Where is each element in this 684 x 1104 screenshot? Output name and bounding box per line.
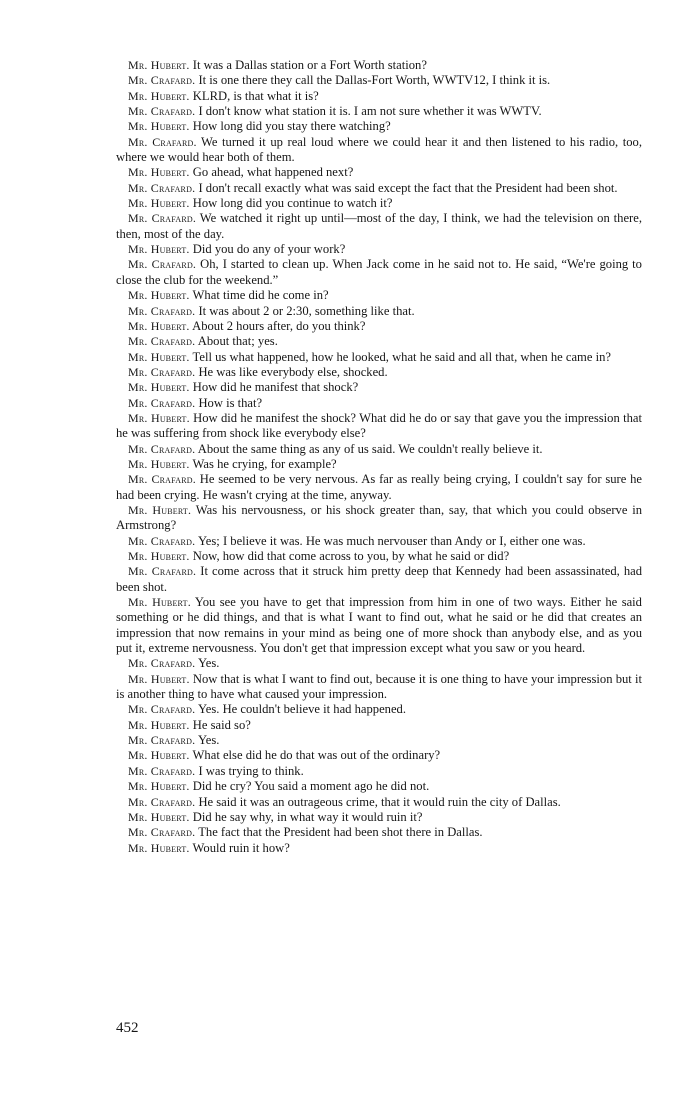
speaker-name: Mr. Hubert. (128, 717, 190, 732)
speaker-name: Mr. Crafard. (128, 533, 196, 548)
transcript-paragraph (116, 718, 642, 733)
transcript-paragraph (116, 119, 642, 134)
speaker-name: Mr. Crafard. (128, 334, 196, 349)
transcript-paragraph (116, 810, 642, 825)
speaker-name: Mr. Crafard. (128, 395, 196, 410)
transcript-paragraph (116, 472, 642, 503)
speaker-name: Mr. Hubert. (128, 58, 190, 72)
page-number: 452 (116, 1020, 139, 1036)
speech-text: Oh, I started to clean up. When Jack come in he said not to. He said, “We're going to close the club for the weekend.” (116, 257, 642, 287)
speech-text: I don't know what station it is. I am not sure whether it was WWTV. (198, 104, 542, 119)
speech-text: We turned it up real loud where we could hear it and then listened to his radio, too, where we would hear both of them. (116, 134, 642, 165)
speech-text: We watched it right up until—most of the day, I think, we had the television on there, then, most of the day. (116, 211, 642, 241)
speech-text: He seemed to be very nervous. As far as really being crying, I couldn't say for sure he had been crying. He wasn't crying at the time, anyway. (116, 472, 642, 502)
transcript-paragraph (116, 334, 642, 349)
speaker-name: Mr. Hubert. (128, 288, 190, 303)
transcript-paragraph (116, 380, 642, 395)
speaker-name: Mr. Hubert. (128, 549, 190, 563)
speaker-name: Mr. Hubert. (128, 88, 190, 103)
speech-text: Was he crying, for example? (192, 456, 337, 471)
speech-text: I don't recall exactly what was said except the fact that the President had been shot. (198, 180, 618, 195)
speech-text: About the same thing as any of us said. We couldn't really believe it. (197, 441, 543, 456)
transcript-paragraph (116, 841, 642, 856)
speech-text: He said it was an outrageous crime, that it would ruin the city of Dallas. (198, 794, 561, 809)
speaker-name: Mr. Hubert. (128, 196, 190, 211)
speech-text: Yes. He couldn't believe it had happened. (197, 702, 407, 717)
speaker-name: Mr. Crafard. (128, 180, 196, 195)
speaker-name: Mr. Crafard. (128, 134, 197, 149)
speech-text: About 2 hours after, do you think? (192, 318, 366, 333)
speech-text: It is one there they call the Dallas-Fort Worth, WWTV12, I think it is. (198, 73, 551, 88)
speaker-name: Mr. Crafard. (128, 656, 196, 671)
speaker-name: Mr. Hubert. (128, 380, 190, 395)
speaker-name: Mr. Hubert. (128, 165, 190, 180)
transcript-paragraph (116, 257, 642, 288)
transcript-paragraph (116, 564, 642, 595)
transcript-paragraph (116, 58, 642, 73)
speaker-name: Mr. Hubert. (128, 242, 190, 257)
speech-text: Yes. (197, 733, 220, 748)
transcript-paragraph (116, 702, 642, 717)
speech-text: Go ahead, what happened next? (192, 165, 354, 180)
transcript-paragraph (116, 457, 642, 472)
speaker-name: Mr. Hubert. (128, 410, 190, 425)
speech-text: Did he cry? You said a moment ago he did not. (192, 779, 430, 794)
speaker-name: Mr. Hubert. (128, 318, 190, 333)
transcript-paragraph (116, 89, 642, 104)
speech-text: It was about 2 or 2:30, something like that. (198, 303, 415, 318)
speech-text: How did he manifest that shock? (192, 380, 359, 395)
speaker-name: Mr. Crafard. (128, 702, 196, 717)
transcript-paragraph (116, 319, 642, 334)
transcript-paragraph (116, 135, 642, 166)
speaker-name: Mr. Crafard. (128, 104, 196, 119)
transcript-paragraph (116, 779, 642, 794)
speech-text: Would ruin it how? (192, 840, 290, 855)
speaker-name: Mr. Hubert. (128, 671, 190, 686)
speaker-name: Mr. Crafard. (128, 257, 197, 272)
transcript-paragraph (116, 656, 642, 671)
speech-text: How long did you stay there watching? (192, 119, 391, 134)
speaker-name: Mr. Hubert. (128, 595, 191, 610)
speaker-name: Mr. Crafard. (128, 211, 197, 226)
speech-text: About that; yes. (197, 334, 278, 349)
speaker-name: Mr. Crafard. (128, 364, 196, 379)
transcript-paragraph (116, 365, 642, 380)
speech-text: Now that is what I want to find out, because it is one thing to have your impression but it is another thing to have what caused your impression. (116, 671, 642, 702)
speech-text: He said so? (192, 717, 251, 732)
transcript-paragraph (116, 411, 642, 442)
transcript-page (116, 58, 642, 856)
transcript-paragraph (116, 73, 642, 88)
speaker-name: Mr. Crafard. (128, 825, 196, 840)
transcript-paragraph (116, 350, 642, 365)
speech-text: I was trying to think. (198, 763, 304, 778)
speaker-name: Mr. Hubert. (128, 349, 190, 364)
transcript-paragraph (116, 534, 642, 549)
speech-text: What time did he come in? (192, 288, 329, 303)
speech-text: It come across that it struck him pretty deep that Kennedy had been assassinated, had been shot. (116, 564, 643, 594)
speaker-name: Mr. Crafard. (128, 733, 196, 748)
speech-text: KLRD, is that what it is? (192, 88, 319, 103)
transcript-paragraph (116, 764, 642, 779)
transcript-paragraph (116, 672, 642, 703)
speaker-name: Mr. Crafard. (128, 303, 196, 318)
speaker-name: Mr. Crafard. (128, 73, 196, 88)
transcript-paragraph (116, 442, 642, 457)
transcript-paragraph (116, 165, 642, 180)
transcript-paragraph (116, 825, 642, 840)
speech-text: Yes. (197, 656, 220, 671)
transcript-paragraph (116, 104, 642, 119)
transcript-paragraph (116, 396, 642, 411)
transcript-paragraph (116, 795, 642, 810)
transcript-paragraph (116, 181, 642, 196)
speech-text: How long did you continue to watch it? (192, 196, 393, 211)
speaker-name: Mr. Hubert. (128, 748, 190, 763)
transcript-paragraph (116, 304, 642, 319)
speech-text: Now, how did that come across to you, by what he said or did? (192, 549, 510, 563)
speech-text: Yes; I believe it was. He was much nervouser than Andy or I, either one was. (197, 533, 586, 548)
speech-text: Did you do any of your work? (192, 242, 346, 257)
speaker-name: Mr. Crafard. (128, 763, 196, 778)
speaker-name: Mr. Hubert. (128, 502, 192, 517)
speech-text: How did he manifest the shock? What did he do or say that gave you the impression that he was suffering from shock like everybody else? (116, 410, 642, 441)
transcript-paragraph (116, 211, 642, 242)
speech-text: Did he say why, in what way it would ruin it? (192, 809, 423, 824)
transcript-paragraph (116, 748, 642, 763)
speech-text: Tell us what happened, how he looked, what he said and all that, when he came in? (192, 349, 611, 364)
transcript-paragraph (116, 242, 642, 257)
speaker-name: Mr. Hubert. (128, 119, 190, 134)
speaker-name: Mr. Crafard. (128, 564, 197, 579)
speech-text: How is that? (198, 395, 263, 410)
transcript-paragraph (116, 288, 642, 303)
speaker-name: Mr. Hubert. (128, 809, 190, 824)
speaker-name: Mr. Crafard. (128, 441, 196, 456)
speech-text: It was a Dallas station or a Fort Worth station? (192, 58, 427, 72)
speech-text: The fact that the President had been shot there in Dallas. (198, 825, 483, 840)
speaker-name: Mr. Hubert. (128, 779, 190, 794)
transcript-paragraph (116, 503, 642, 534)
speech-text: Was his nervousness, or his shock greater than, say, that which you could observe in Armstrong? (116, 502, 642, 533)
transcript-paragraph (116, 196, 642, 211)
speaker-name: Mr. Crafard. (128, 472, 196, 487)
speech-text: You see you have to get that impression from him in one of two ways. Either he said something or he did things, and that is what I want to find out, what he said or he did that creates an impression that now remains in your mind as being one of more shock than anybody else, and as you put it, extreme nervousness. You don't get that impression except what you saw or you heard. (116, 595, 642, 656)
speaker-name: Mr. Crafard. (128, 794, 196, 809)
speech-text: He was like everybody else, shocked. (198, 364, 388, 379)
speaker-name: Mr. Hubert. (128, 840, 190, 855)
speech-text: What else did he do that was out of the ordinary? (192, 748, 441, 763)
transcript-paragraph (116, 595, 642, 656)
speaker-name: Mr. Hubert. (128, 456, 190, 471)
transcript-paragraph (116, 733, 642, 748)
transcript-paragraph (116, 549, 642, 564)
